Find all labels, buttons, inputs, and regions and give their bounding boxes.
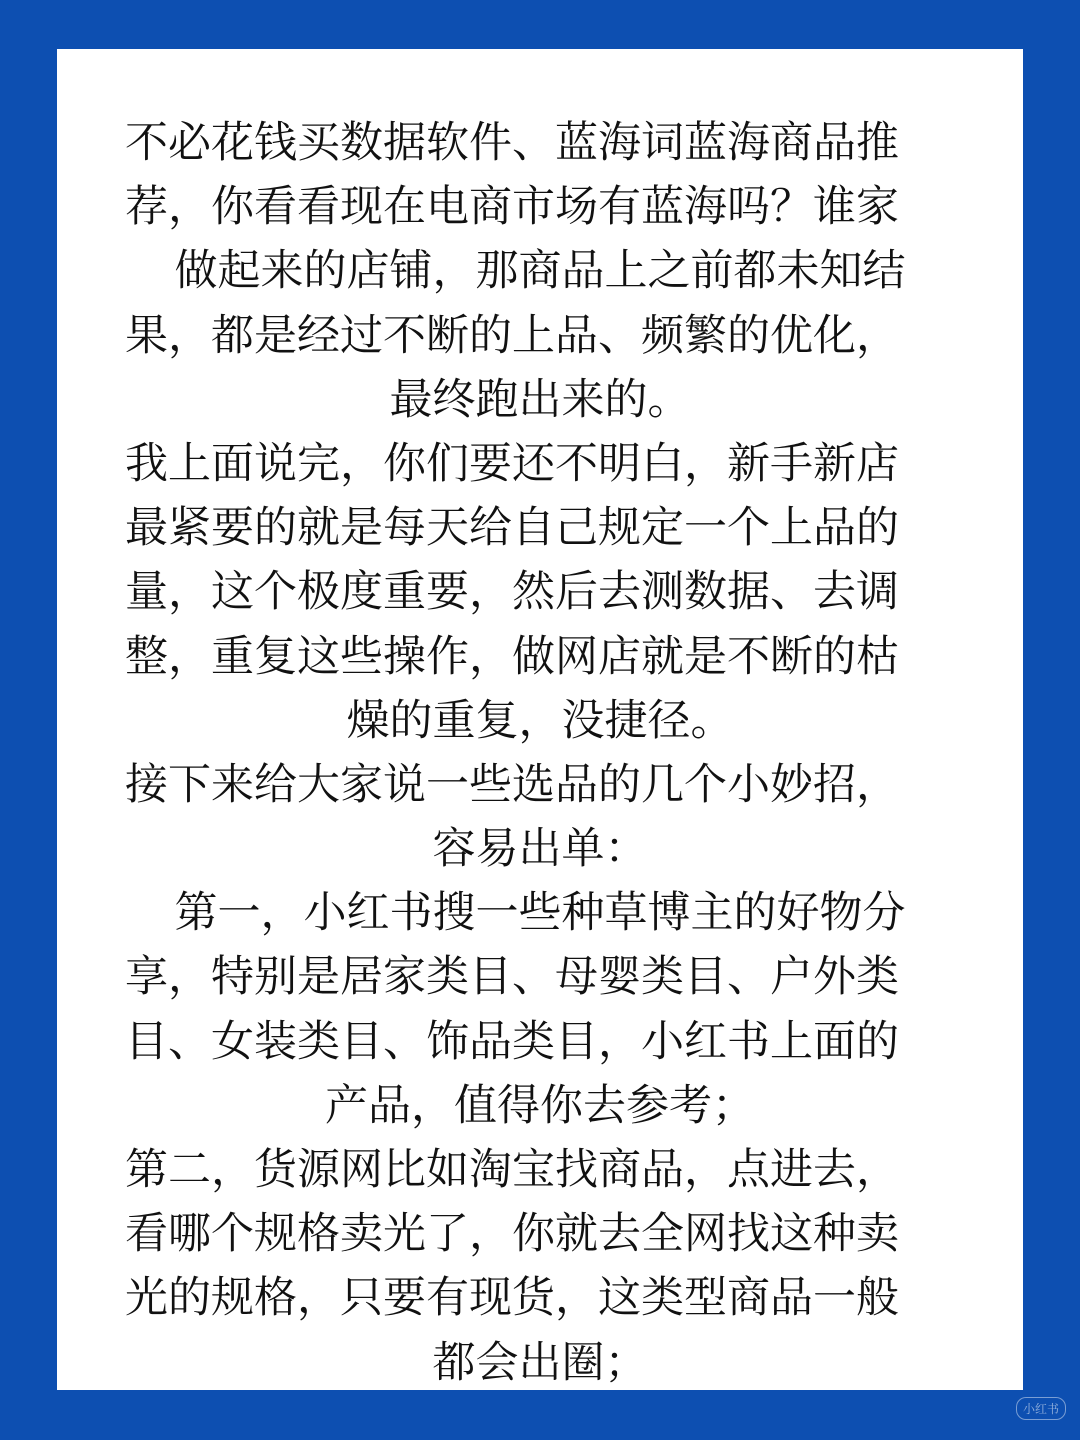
xiaohongshu-watermark: 小红书: [1016, 1397, 1066, 1420]
paragraph-1-line-3: 做起来的店铺，那商品上之前都未知结: [174, 246, 906, 297]
paragraph-1-line-4: 果，都是经过不断的上品、频繁的优化，: [125, 310, 899, 361]
paragraph-1-line-5: 最终跑出来的。: [389, 374, 691, 425]
paragraph-5-line-2: 看哪个规格卖光了，你就去全网找这种卖: [125, 1209, 899, 1260]
paragraph-3-line-2: 容易出单：: [432, 824, 648, 875]
paragraph-2: [125, 432, 955, 753]
paragraph-2-line-5: 燥的重复，没捷径。: [346, 695, 734, 746]
paragraph-5-line-1: 第二，货源网比如淘宝找商品，点进去，: [125, 1145, 899, 1195]
paragraph-3-line-1: 接下来给大家说一些选品的几个小妙招，: [125, 759, 899, 810]
paragraph-5-line-4: 都会出圈；: [432, 1337, 648, 1388]
paragraph-4-line-3: 目、女装类目、饰品类目，小红书上面的: [125, 1016, 899, 1067]
paragraph-4: [125, 881, 955, 1138]
paragraph-1: [125, 111, 955, 432]
paragraph-4-line-2: 享，特别是居家类目、母婴类目、户外类: [125, 952, 899, 1003]
content-panel: [57, 49, 1023, 1390]
paragraph-5: [125, 1138, 955, 1395]
paragraph-1-line-2: 荐，你看看现在电商市场有蓝海吗？谁家: [125, 182, 899, 233]
paragraph-1-line-1: 不必花钱买数据软件、蓝海词蓝海商品推: [125, 118, 899, 168]
paragraph-4-line-4: 产品，值得你去参考；: [325, 1080, 755, 1131]
paragraph-2-line-2: 最紧要的就是每天给自己规定一个上品的: [125, 503, 899, 554]
paragraph-3: [125, 753, 955, 881]
paragraph-2-line-4: 整，重复这些操作，做网店就是不断的枯: [125, 631, 899, 682]
paragraph-2-line-3: 量，这个极度重要，然后去测数据、去调: [125, 567, 899, 618]
paragraph-2-line-1: 我上面说完，你们要还不明白，新手新店: [125, 438, 899, 489]
article-text: [125, 111, 955, 1395]
paragraph-5-line-3: 光的规格，只要有现货，这类型商品一般: [125, 1273, 899, 1324]
paragraph-4-line-1: 第一，小红书搜一些种草博主的好物分: [174, 888, 906, 939]
